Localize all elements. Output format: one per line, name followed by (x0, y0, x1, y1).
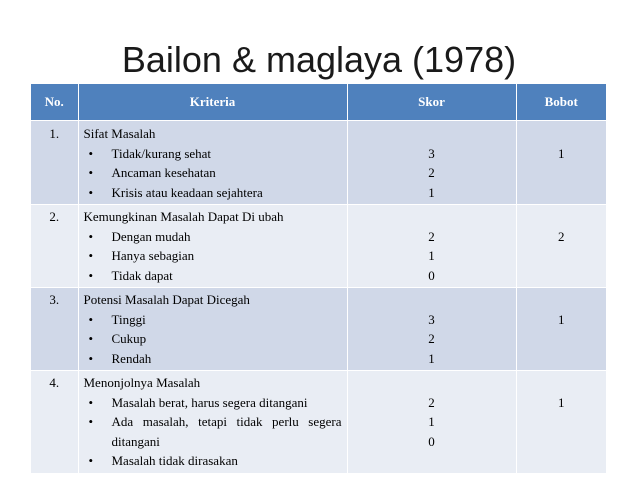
list-item: • Tidak/kurang sehat (84, 144, 342, 164)
list-item: • Krisis atau keadaan sejahtera (84, 183, 342, 203)
score-value: 0 (428, 433, 435, 449)
criteria-items (84, 310, 342, 369)
bullet-icon: • (88, 311, 94, 327)
weight-value: 1 (558, 145, 565, 161)
criteria-cell (78, 371, 347, 473)
bullet-icon: • (88, 184, 94, 200)
header-kriteria: Kriteria (78, 84, 347, 121)
weight-cell (516, 205, 606, 288)
score-value: 3 (428, 145, 435, 161)
score-value: 2 (428, 165, 435, 180)
table-row (31, 205, 606, 288)
weight-cell (516, 288, 606, 371)
bullet-icon: • (88, 414, 94, 429)
table-row (31, 121, 606, 205)
bullet-icon: • (88, 165, 94, 180)
criteria-title: Sifat Masalah (83, 126, 156, 141)
score-cell (347, 121, 516, 205)
list-item: • Cukup (84, 329, 342, 349)
slide-title: Bailon & maglaya (1978) (121, 39, 517, 80)
list-item: • Tidak dapat (84, 266, 342, 286)
list-item: • Rendah (84, 349, 342, 369)
score-value: 1 (428, 248, 435, 263)
bullet-icon: • (88, 145, 94, 161)
row-number: 1. (31, 121, 78, 205)
bullet-icon: • (88, 331, 94, 346)
score-cell (347, 288, 516, 371)
score-value: 2 (428, 394, 435, 410)
score-value: 1 (428, 414, 435, 429)
bullet-icon: • (88, 453, 94, 468)
score-value: 0 (428, 267, 435, 283)
criteria-cell (78, 205, 347, 288)
score-value: 3 (428, 311, 435, 327)
score-value: 2 (428, 331, 435, 346)
weight-cell (516, 121, 606, 205)
criteria-items (84, 144, 342, 203)
list-item: • Dengan mudah (84, 227, 342, 247)
list-item: • Ada masalah, tetapi tidak perlu segera ditangani (88, 414, 342, 449)
score-value: 2 (428, 228, 435, 244)
weight-cell (516, 371, 606, 473)
bullet-icon: • (88, 267, 94, 283)
criteria-cell (78, 121, 347, 205)
criteria-cell (78, 288, 347, 371)
bullet-icon: • (88, 394, 94, 410)
list-item: • Tinggi (84, 310, 342, 330)
table-header-row (31, 84, 606, 121)
list-item: • Ancaman kesehatan (84, 163, 342, 183)
table-row (31, 371, 606, 473)
row-number: 4. (31, 371, 78, 473)
list-item: • Masalah berat, harus segera ditangani (84, 393, 342, 413)
header-no: No. (31, 84, 78, 121)
bullet-icon: • (88, 248, 94, 263)
weight-value: 1 (558, 394, 565, 410)
criteria-items (84, 393, 342, 471)
row-number: 3. (31, 288, 78, 371)
criteria-title: Menonjolnya Masalah (83, 375, 201, 390)
header-bobot: Bobot (516, 84, 606, 121)
list-item: • Masalah tidak dirasakan (84, 451, 342, 471)
criteria-title: Potensi Masalah Dapat Dicegah (83, 292, 250, 307)
bullet-icon: • (88, 228, 94, 244)
score-value: 1 (428, 350, 435, 366)
score-value: 1 (428, 184, 435, 200)
criteria-title: Kemungkinan Masalah Dapat Di ubah (83, 209, 284, 224)
weight-value: 1 (558, 311, 565, 327)
list-item: • Hanya sebagian (84, 246, 342, 266)
table-row (31, 288, 606, 371)
row-number: 2. (31, 205, 78, 288)
header-skor: Skor (347, 84, 516, 121)
score-cell (347, 205, 516, 288)
criteria-table (31, 84, 606, 473)
criteria-items (84, 227, 342, 286)
score-cell (347, 371, 516, 473)
bullet-icon: • (88, 350, 94, 366)
weight-value: 2 (558, 228, 565, 244)
